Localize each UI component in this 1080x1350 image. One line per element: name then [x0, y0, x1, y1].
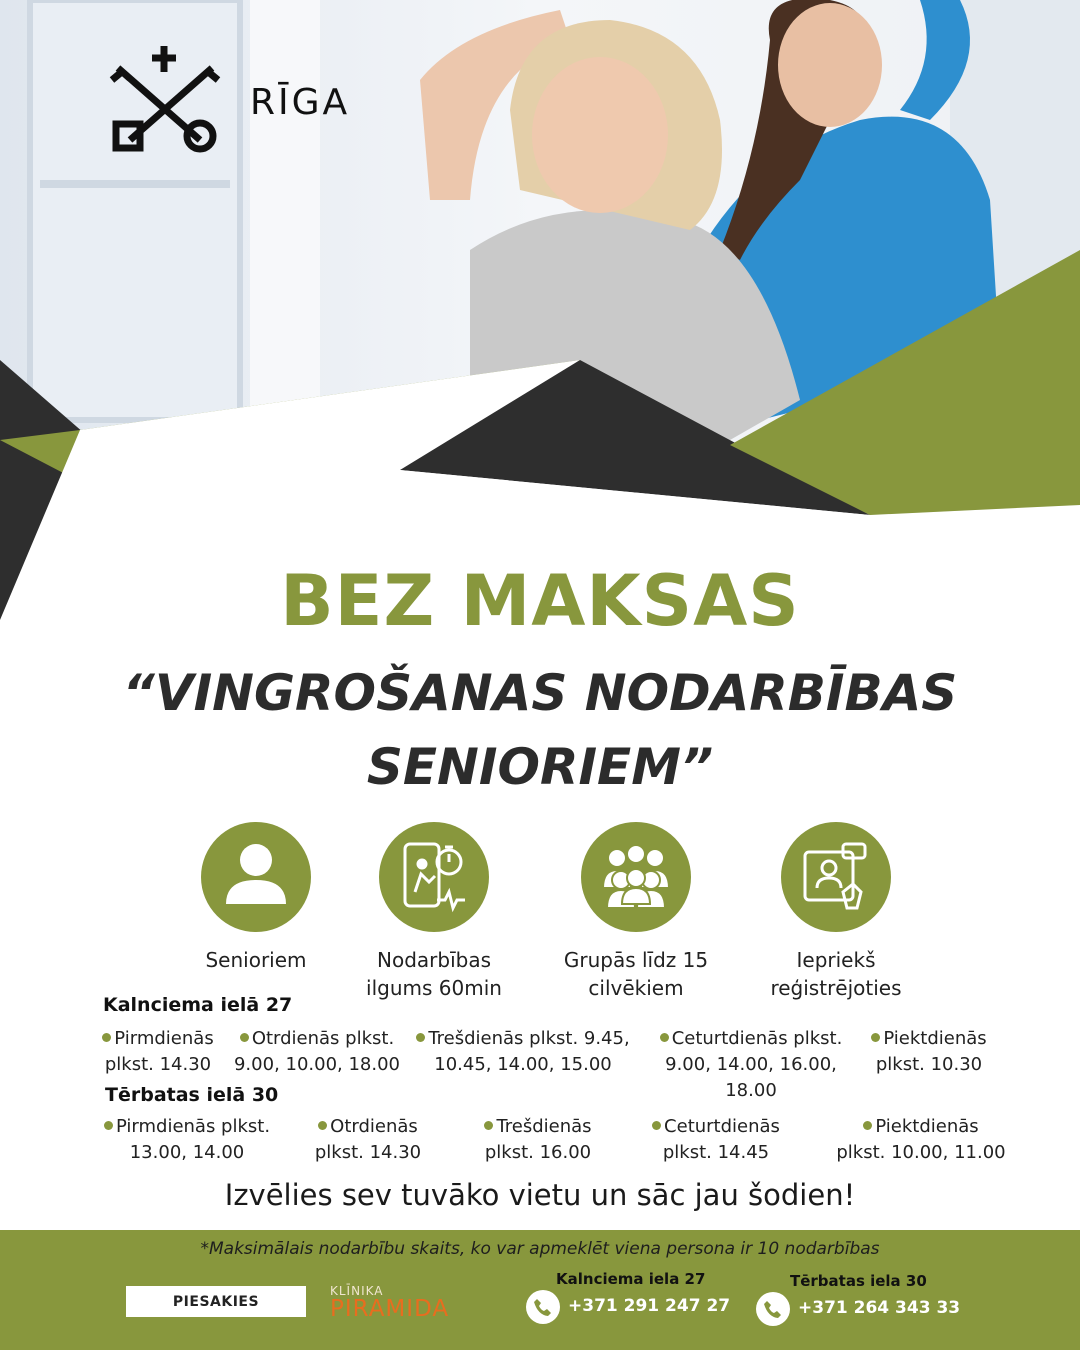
contact-terbatas — [756, 1272, 976, 1332]
schedule-slot: Pirmdienās plkst. 13.00, 14.00 — [92, 1114, 282, 1166]
schedule-slot: Ceturtdienās plkst. 14.45 — [636, 1114, 796, 1166]
contact-name: Kalnciema iela 27 — [556, 1270, 706, 1288]
feature-label: reģistrējoties — [770, 976, 902, 1000]
headline: BEZ MAKSAS — [280, 560, 800, 642]
contact-kalnciema — [526, 1270, 736, 1330]
bullet-dot — [416, 1033, 425, 1042]
location-title-terbatas: Tērbatas ielā 30 — [105, 1084, 279, 1106]
bullet-dot — [102, 1033, 111, 1042]
contact-name: Tērbatas iela 30 — [790, 1272, 927, 1290]
feature-duration — [334, 822, 534, 1002]
feature-label: Grupās līdz 15 — [563, 948, 709, 972]
footer — [0, 1230, 1080, 1350]
bullet-dot — [863, 1121, 872, 1130]
bullet-dot — [104, 1121, 113, 1130]
footer-note: *Maksimālais nodarbību skaits, ko var apmeklēt viena persona ir 10 nodarbības — [200, 1239, 880, 1259]
schedule-slot: Otrdienās plkst. 14.30 — [314, 1116, 422, 1163]
feature-label: Iepriekš — [796, 948, 876, 972]
feature-label: cilvēkiem — [588, 976, 684, 1000]
schedule-slot: Piektdienās plkst. 10.30 — [862, 1026, 996, 1078]
schedule-slot: Otrdienās plkst. 9.00, 10.00, 18.00 — [233, 1028, 401, 1075]
phone-icon — [526, 1290, 560, 1324]
bullet-dot — [240, 1033, 249, 1042]
subtitle-line-1: “VINGROŠANAS NODARBĪBAS — [122, 664, 958, 722]
schedule-slot: Pirmdienās plkst. 14.30 — [92, 1026, 224, 1078]
clinic-logo-top: KLĪNIKA — [330, 1284, 384, 1298]
schedule-slot: Ceturtdienās plkst. 9.00, 14.00, 16.00, 18.00 — [642, 1026, 860, 1104]
contact-phone[interactable]: +371 291 247 27 — [568, 1296, 731, 1316]
riga-logo — [104, 44, 364, 160]
schedule-slot: Trešdienās plkst. 9.45, 10.45, 14.00, 15.00 — [408, 1026, 638, 1078]
contact-phone[interactable]: +371 264 343 33 — [798, 1298, 961, 1318]
logo-text: RĪGA — [250, 82, 351, 123]
bullet-dot — [484, 1121, 493, 1130]
phone-stopwatch-icon — [379, 822, 489, 932]
signup-button[interactable]: PIESAKIES — [126, 1286, 306, 1317]
subtitle-line-2: SENIORIEM” — [366, 738, 714, 796]
feature-label: ilgums 60min — [366, 976, 502, 1000]
location-title-kalnciema: Kalnciema ielā 27 — [103, 994, 293, 1016]
group-icon — [581, 822, 691, 932]
clinic-logo — [330, 1284, 500, 1324]
schedule-slot: Piektdienās plkst. 10.00, 11.00 — [836, 1116, 1006, 1163]
feature-group — [536, 822, 736, 1002]
bullet-dot — [652, 1121, 661, 1130]
schedule-slot: Trešdienās plkst. 16.00 — [484, 1116, 592, 1163]
subtitle — [0, 656, 1080, 804]
riga-keys-icon — [104, 44, 226, 156]
feature-seniors — [156, 822, 356, 974]
clinic-logo-bottom: PIRAMIDA — [330, 1296, 450, 1322]
feature-label: Nodarbības — [377, 948, 491, 972]
bullet-dot — [871, 1033, 880, 1042]
person-icon — [201, 822, 311, 932]
call-to-action: Izvēlies sev tuvāko vietu un sāc jau šodien! — [224, 1178, 856, 1212]
bullet-dot — [318, 1121, 327, 1130]
phone-icon — [756, 1292, 790, 1326]
feature-registration — [736, 822, 936, 1002]
bullet-dot — [660, 1033, 669, 1042]
feature-label: Senioriem — [205, 948, 307, 972]
registration-icon — [781, 822, 891, 932]
